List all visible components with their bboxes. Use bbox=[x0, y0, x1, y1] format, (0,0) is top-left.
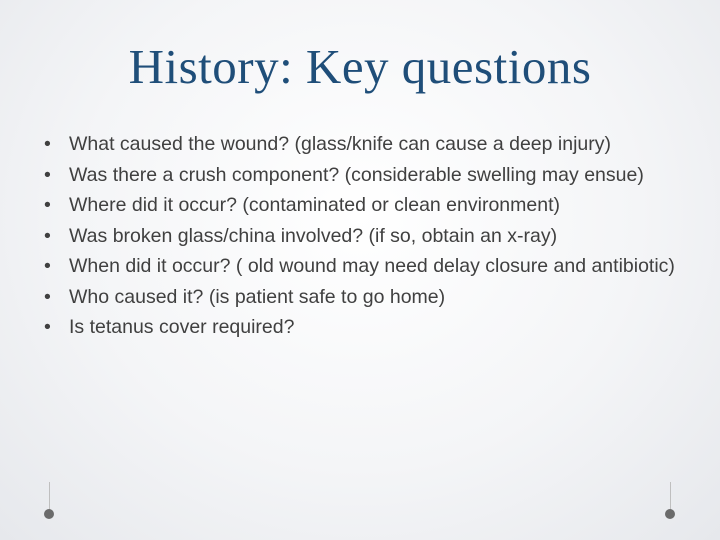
bullet-item bbox=[44, 131, 684, 158]
bullet-text: Was broken glass/china involved? (if so, obtain an x-ray) bbox=[69, 224, 558, 247]
corner-pin-line-right bbox=[670, 482, 671, 512]
bullet-text: Who caused it? (is patient safe to go home) bbox=[69, 285, 446, 308]
bullet-marker: • bbox=[44, 285, 51, 308]
corner-pin-icon bbox=[665, 509, 675, 519]
bullet-text: Is tetanus cover required? bbox=[69, 316, 295, 338]
bullet-item bbox=[44, 284, 684, 311]
bullet-marker: • bbox=[44, 194, 51, 216]
bullet-item bbox=[44, 223, 684, 250]
bullet-marker: • bbox=[44, 224, 51, 247]
bullet-item bbox=[44, 253, 684, 280]
corner-pin-icon bbox=[44, 509, 54, 519]
bullet-text: What caused the wound? (glass/knife can cause a deep injury) bbox=[69, 133, 611, 155]
bullet-text: Where did it occur? (contaminated or clean environment) bbox=[69, 194, 560, 216]
bullet-item bbox=[44, 162, 684, 189]
bullet-marker: • bbox=[44, 255, 51, 277]
corner-pin-line-left bbox=[49, 482, 50, 512]
bullet-list bbox=[44, 131, 684, 345]
bullet-marker: • bbox=[44, 133, 51, 155]
bullet-item bbox=[44, 314, 684, 341]
bullet-marker: • bbox=[44, 316, 51, 338]
bullet-text: Was there a crush component? (considerable swelling may ensue) bbox=[69, 163, 644, 186]
slide-title: History: Key questions bbox=[128, 39, 592, 94]
bullet-item bbox=[44, 192, 684, 219]
bullet-text: When did it occur? ( old wound may need delay closure and antibiotic) bbox=[69, 255, 675, 277]
bullet-marker: • bbox=[44, 163, 51, 186]
